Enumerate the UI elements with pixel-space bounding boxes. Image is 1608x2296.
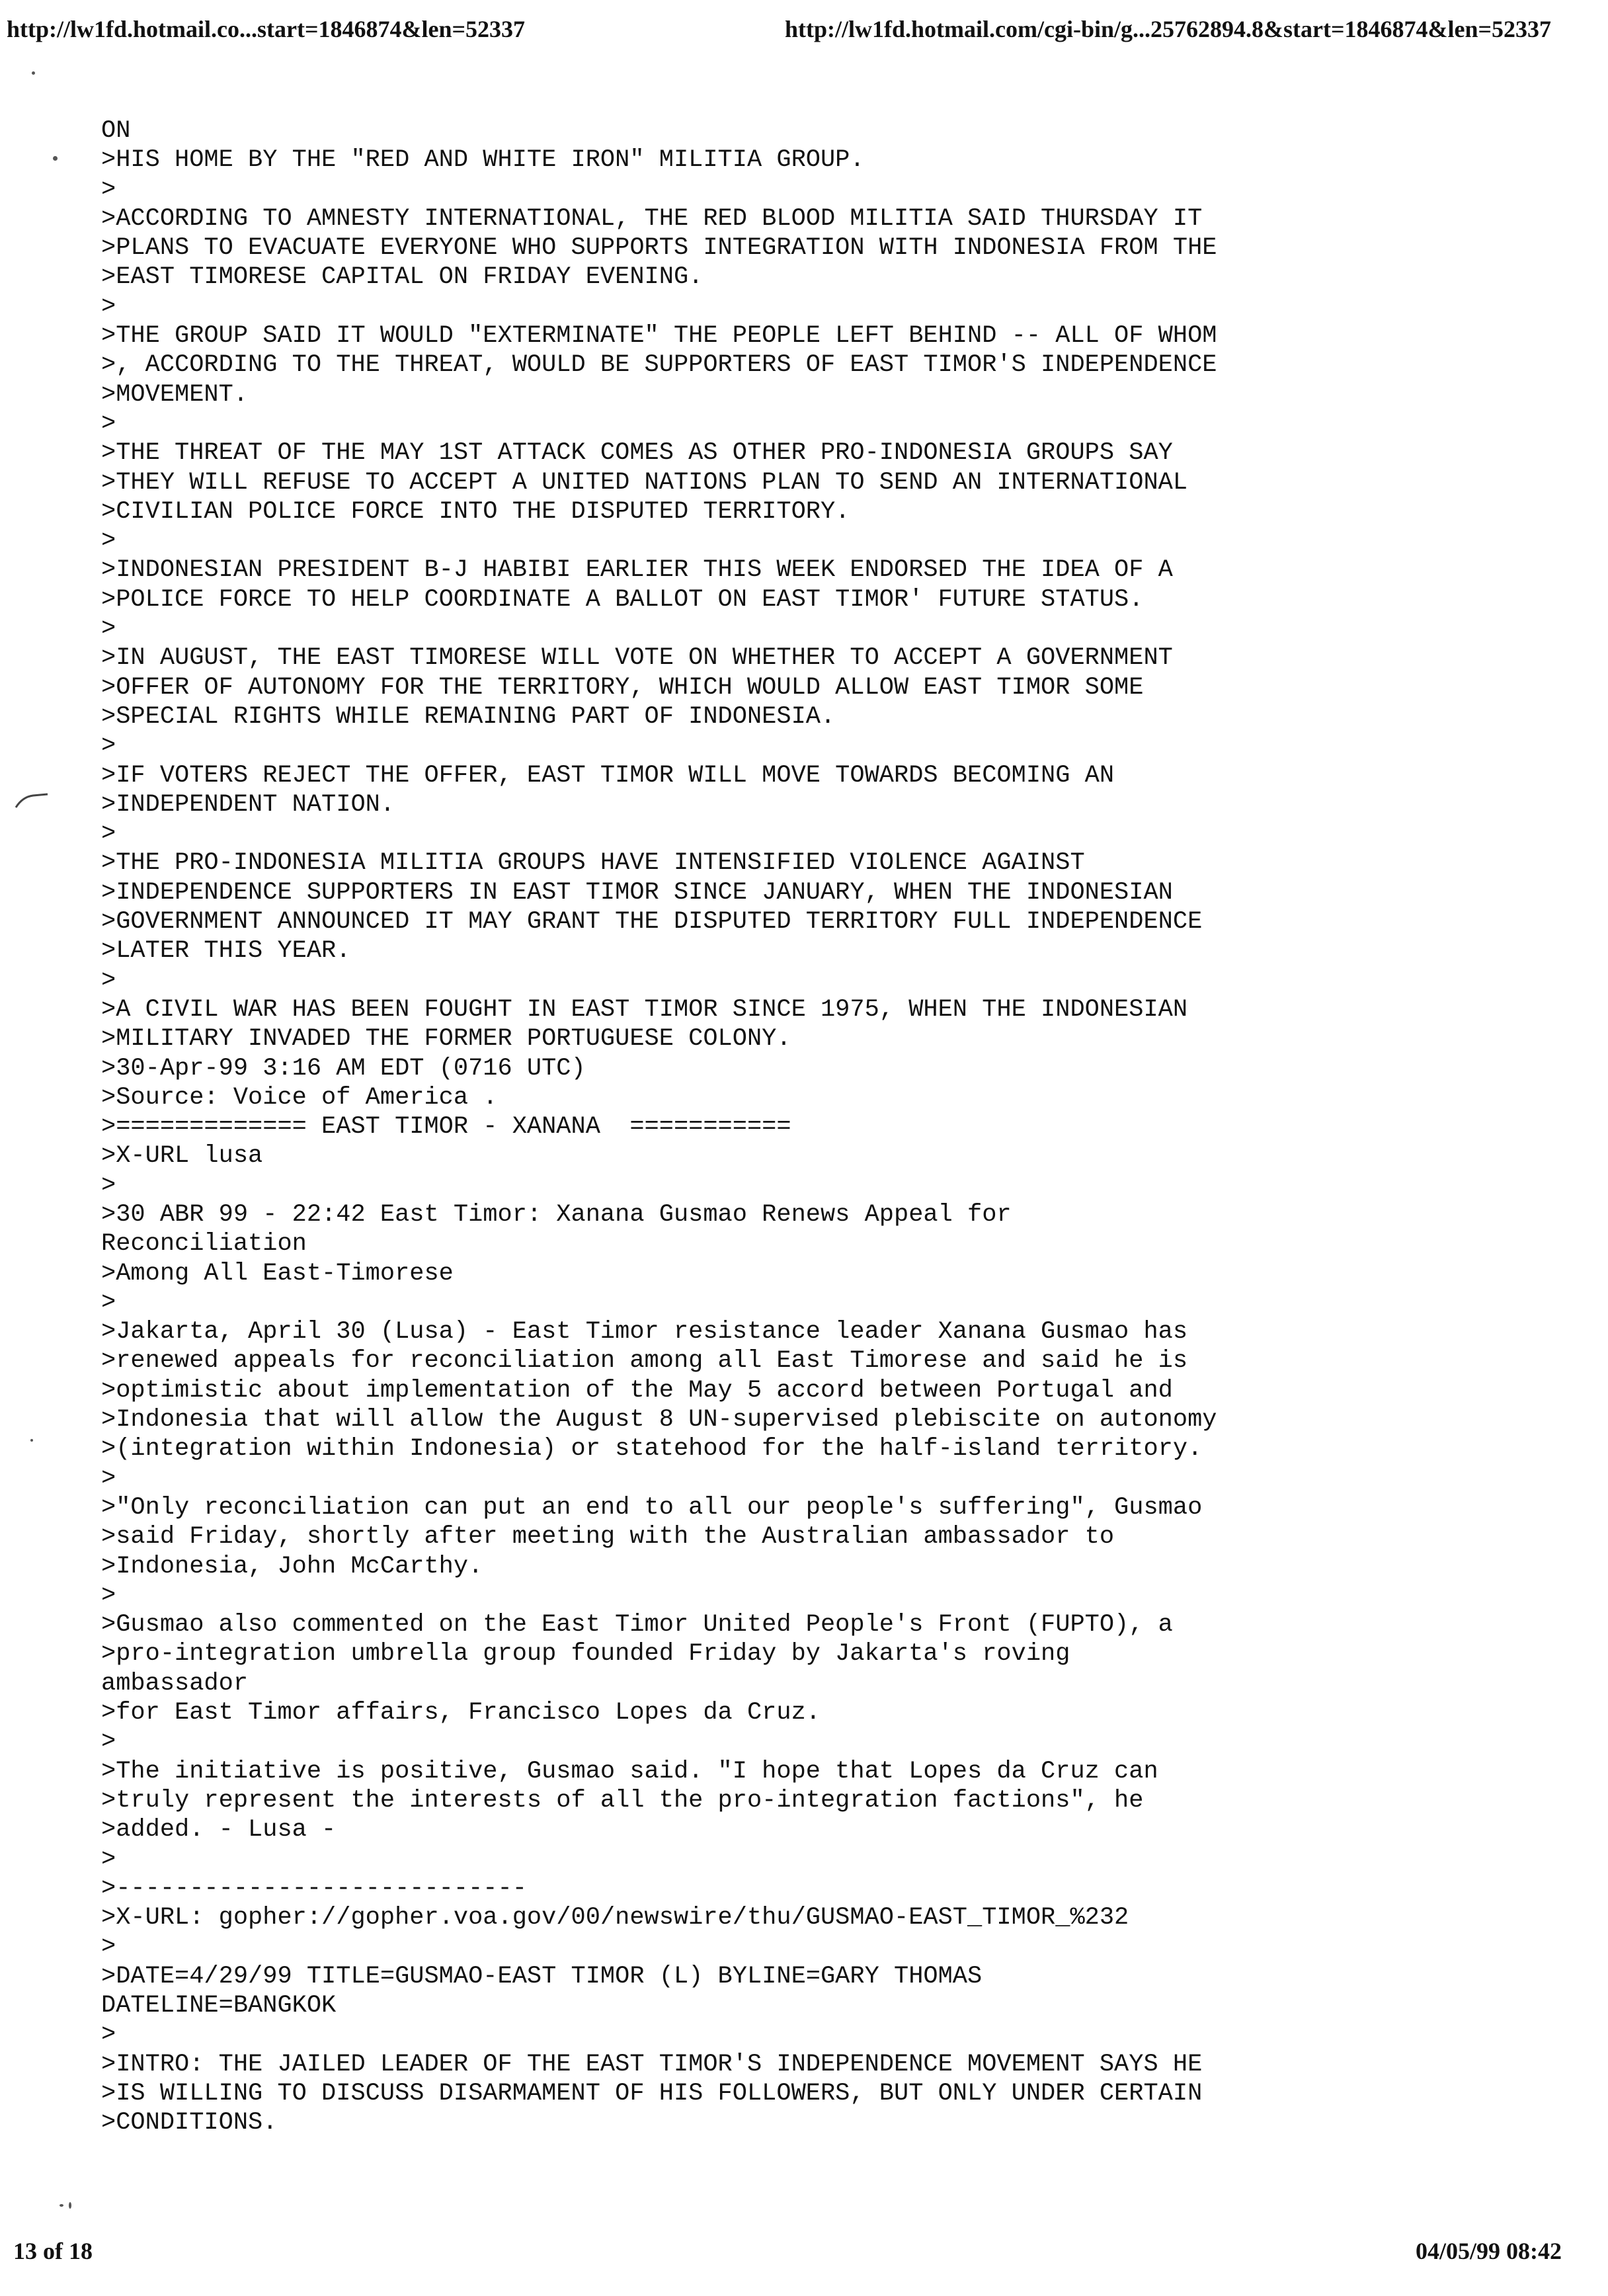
text-line: >INDEPENDENCE SUPPORTERS IN EAST TIMOR SINCE JANUARY, WHEN THE INDONESIAN — [101, 878, 1173, 907]
text-line: >INDONESIAN PRESIDENT B-J HABIBI EARLIER THIS WEEK ENDORSED THE IDEA OF A — [101, 556, 1173, 585]
text-line: DATELINE=BANGKOK — [101, 1992, 337, 2020]
text-line: > — [101, 1581, 116, 1610]
text-line: >THE GROUP SAID IT WOULD "EXTERMINATE" THE PEOPLE LEFT BEHIND -- ALL OF WHOM — [101, 322, 1217, 350]
text-line: >renewed appeals for reconciliation among all East Timorese and said he is — [101, 1347, 1188, 1375]
text-line: >said Friday, shortly after meeting with the Australian ambassador to — [101, 1523, 1115, 1551]
text-line: ON — [101, 117, 131, 145]
text-line: >Among All East-Timorese — [101, 1259, 454, 1288]
text-line: >MILITARY INVADED THE FORMER PORTUGUESE COLONY. — [101, 1025, 791, 1053]
text-line: >The initiative is positive, Gusmao said. "I hope that Lopes da Cruz can — [101, 1757, 1158, 1785]
text-line: >CONDITIONS. — [101, 2109, 278, 2137]
text-line: >added. - Lusa - — [101, 1816, 337, 1844]
text-line: > — [101, 1845, 116, 1873]
text-line: > — [101, 1171, 116, 1200]
text-line: > — [101, 820, 116, 848]
text-line: >Gusmao also commented on the East Timor United People's Front (FUPTO), a — [101, 1611, 1173, 1639]
text-line: >, ACCORDING TO THE THREAT, WOULD BE SUPPORTERS OF EAST TIMOR'S INDEPENDENCE — [101, 351, 1217, 380]
text-line: > — [101, 966, 116, 995]
text-line: >OFFER OF AUTONOMY FOR THE TERRITORY, WHICH WOULD ALLOW EAST TIMOR SOME — [101, 673, 1144, 702]
text-line: >MOVEMENT. — [101, 380, 249, 409]
text-line: >30-Apr-99 3:16 AM EDT (0716 UTC) — [101, 1054, 586, 1083]
text-line: >SPECIAL RIGHTS WHILE REMAINING PART OF INDONESIA. — [101, 702, 836, 731]
text-line: >A CIVIL WAR HAS BEEN FOUGHT IN EAST TIMOR SINCE 1975, WHEN THE INDONESIAN — [101, 995, 1188, 1024]
text-line: >HIS HOME BY THE "RED AND WHITE IRON" MILITIA GROUP. — [101, 146, 865, 175]
text-line: ambassador — [101, 1669, 249, 1698]
text-line: > — [101, 732, 116, 760]
page-number: 13 of 18 — [13, 2238, 93, 2264]
text-line: >pro-integration umbrella group founded Friday by Jakarta's roving — [101, 1640, 1070, 1668]
scan-speck — [53, 156, 58, 161]
text-line: >LATER THIS YEAR. — [101, 937, 351, 965]
text-line: > — [101, 1464, 116, 1493]
text-line: > — [101, 409, 116, 438]
text-line: > — [101, 292, 116, 321]
text-line: >Source: Voice of America . — [101, 1083, 498, 1112]
text-line: >INDEPENDENT NATION. — [101, 790, 395, 819]
text-line: >X-URL: gopher://gopher.voa.gov/00/newswire/thu/GUSMAO-EAST_TIMOR_%232 — [101, 1904, 1129, 1932]
text-line: >Indonesia that will allow the August 8 UN-supervised plebiscite on autonomy — [101, 1406, 1217, 1434]
text-line: > — [101, 175, 116, 204]
margin-pen-mark — [13, 790, 53, 810]
text-line: > — [101, 1288, 116, 1317]
text-line: >ACCORDING TO AMNESTY INTERNATIONAL, THE RED BLOOD MILITIA SAID THURSDAY IT — [101, 204, 1203, 233]
text-line: >IS WILLING TO DISCUSS DISARMAMENT OF HIS FOLLOWERS, BUT ONLY UNDER CERTAIN — [101, 2079, 1203, 2108]
text-line: >IN AUGUST, THE EAST TIMORESE WILL VOTE ON WHETHER TO ACCEPT A GOVERNMENT — [101, 644, 1173, 673]
text-line: >THE PRO-INDONESIA MILITIA GROUPS HAVE INTENSIFIED VIOLENCE AGAINST — [101, 849, 1085, 878]
scan-speck — [60, 2204, 63, 2207]
text-line: >optimistic about implementation of the May 5 accord between Portugal and — [101, 1376, 1173, 1405]
text-line: >IF VOTERS REJECT THE OFFER, EAST TIMOR WILL MOVE TOWARDS BECOMING AN — [101, 761, 1115, 790]
text-line: >GOVERNMENT ANNOUNCED IT MAY GRANT THE DISPUTED TERRITORY FULL INDEPENDENCE — [101, 908, 1203, 936]
text-line: >============= EAST TIMOR - XANANA =========== — [101, 1113, 791, 1141]
text-line: >(integration within Indonesia) or statehood for the half-island territory. — [101, 1435, 1203, 1463]
text-line: >THEY WILL REFUSE TO ACCEPT A UNITED NATIONS PLAN TO SEND AN INTERNATIONAL — [101, 468, 1188, 497]
text-line: > — [101, 1728, 116, 1756]
email-body — [101, 116, 1556, 2137]
text-line: >THE THREAT OF THE MAY 1ST ATTACK COMES AS OTHER PRO-INDONESIA GROUPS SAY — [101, 439, 1173, 468]
text-line: >truly represent the interests of all the pro-integration factions", he — [101, 1786, 1144, 1815]
text-line: >CIVILIAN POLICE FORCE INTO THE DISPUTED TERRITORY. — [101, 497, 850, 526]
text-line: > — [101, 615, 116, 643]
text-line: >for East Timor affairs, Francisco Lopes da Cruz. — [101, 1699, 821, 1727]
text-line: >POLICE FORCE TO HELP COORDINATE A BALLOT ON EAST TIMOR' FUTURE STATUS. — [101, 585, 1144, 614]
text-line: >"Only reconciliation can put an end to all our people's suffering", Gusmao — [101, 1493, 1203, 1522]
text-line: >Jakarta, April 30 (Lusa) - East Timor resistance leader Xanana Gusmao has — [101, 1318, 1188, 1346]
text-line: >EAST TIMORESE CAPITAL ON FRIDAY EVENING. — [101, 263, 704, 292]
text-line: >PLANS TO EVACUATE EVERYONE WHO SUPPORTS INTEGRATION WITH INDONESIA FROM THE — [101, 234, 1217, 263]
header-left-url: http://lw1fd.hotmail.co...start=1846874&len=52337 — [7, 16, 525, 42]
text-line: >Indonesia, John McCarthy. — [101, 1552, 483, 1580]
text-line: >INTRO: THE JAILED LEADER OF THE EAST TIMOR'S INDEPENDENCE MOVEMENT SAYS HE — [101, 2050, 1203, 2078]
scan-speck — [30, 1439, 33, 1442]
text-line: >30 ABR 99 - 22:42 East Timor: Xanana Gusmao Renews Appeal for — [101, 1200, 1012, 1229]
text-line: Reconciliation — [101, 1230, 307, 1258]
text-line: > — [101, 2021, 116, 2049]
text-line: > — [101, 1933, 116, 1961]
text-line: >DATE=4/29/99 TITLE=GUSMAO-EAST TIMOR (L) BYLINE=GARY THOMAS — [101, 1962, 983, 1990]
scan-speck — [32, 71, 35, 75]
header-right-url: http://lw1fd.hotmail.com/cgi-bin/g...25762894.8&start=1846874&len=52337 — [785, 16, 1551, 42]
text-line: > — [101, 527, 116, 555]
print-datetime: 04/05/99 08:42 — [1416, 2238, 1562, 2264]
scan-speck — [69, 2202, 71, 2209]
text-line: >X-URL lusa — [101, 1142, 263, 1170]
text-line: >---------------------------- — [101, 1874, 527, 1903]
